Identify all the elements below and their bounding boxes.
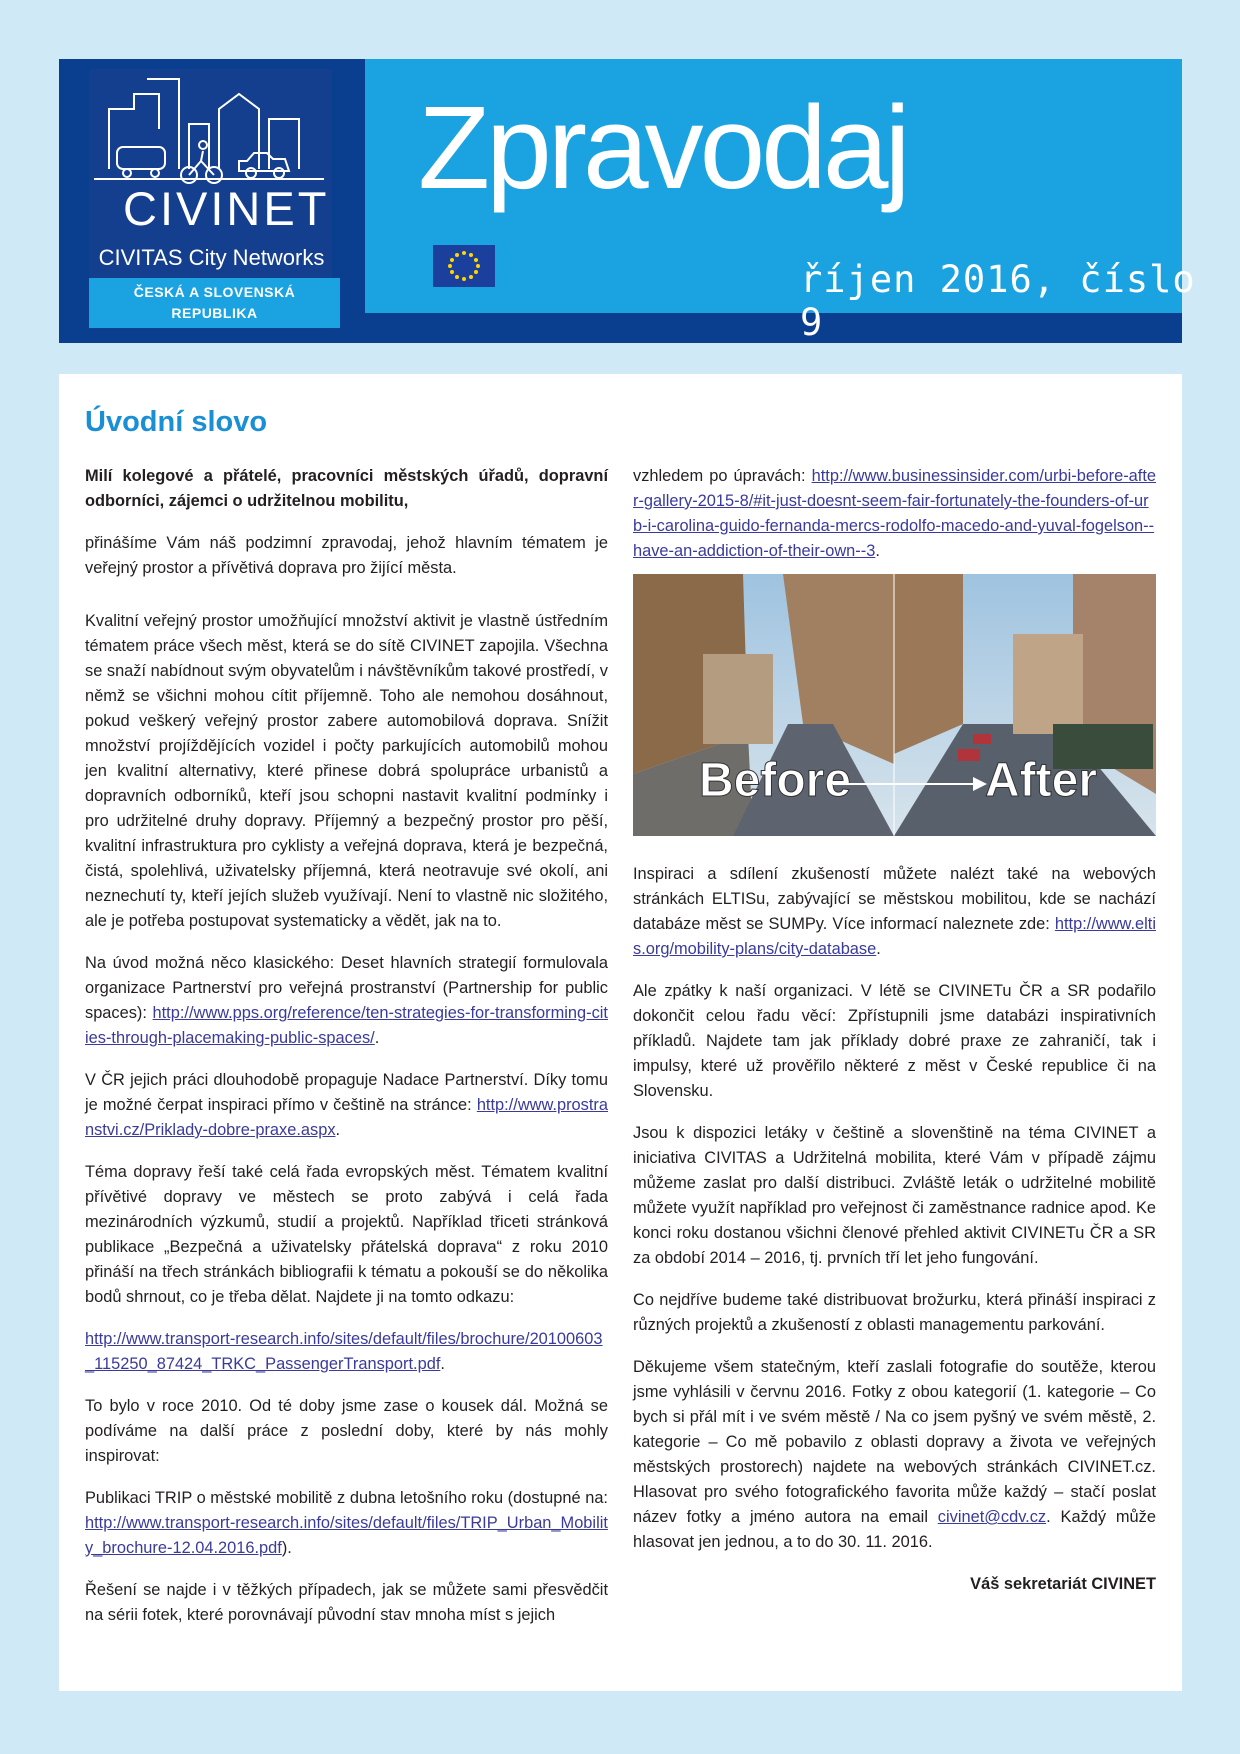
eu-flag-icon — [433, 245, 495, 287]
paragraph-text: Inspiraci a sdílení zkušeností můžete nalézt také na webových stránkách ELTISu, zabývající se městskou mobilitou, kde se nachází databáze měst se SUMPy. Více informací naleznete zde: — [633, 865, 1156, 933]
paragraph-public-space: Kvalitní veřejný prostor umožňující množství aktivit je vlastně ústředním tématem práce všech měst, která se do sítě CIVINET zapojila. Všechna se snaží nabídnout svým obyvatelům i návštěvníkům takové prostředí, v němž se všichni mohou cítit příjemně. Toho ale nemohou dosáhnout, pokud veškerý veřejný prostor zabere automobilová doprava. Snížit množství projíždějících vozidel i počty parkujících automobilů mohou jen kvalitní alternativy, které přinese dobrá spolupráce urbanistů a dopravních odborníků, kteří jsou schopni nastavit kvalitní podmínky i pro udržitelné druhy dopravy. Příjemný a bezpečný prostor pro pěší, kvalitní infrastruktura pro cyklisty a veřejná doprava, která je bezpečná, čistá, spolehlivá, uživatelsky příjemná, která neotravuje své okolí, ani neznechutí ty, kteří jejích služeb využívají. Není to vlastně nic složitého, ale je potřeba postupovat systematicky a vědět, jak na to. — [85, 612, 608, 930]
right-column — [633, 464, 1156, 1597]
paragraph-end: . — [440, 1355, 445, 1373]
newsletter-title: Zpravodaj — [418, 82, 907, 214]
trip-brochure-link[interactable]: http://www.transport-research.info/sites/default/files/TRIP_Urban_Mobility_brochure-12.04.2016.pdf — [85, 1514, 608, 1557]
email-link[interactable]: civinet@cdv.cz — [937, 1508, 1047, 1526]
paragraph-end: ). — [281, 1539, 292, 1557]
paragraph-text: Děkujeme všem statečným, kteří zaslali fotografie do soutěže, kterou jsme vyhlásili v červnu 2016. Fotky z obou kategorií (1. kategorie – Co bych si přál mít i ve svém městě / Na co jsem pyšný ve svém městě, 2. kategorie – Co mě pobavilo z oblasti dopravy a života ve veřejných městských prostorech) najdete na webových stránkách CIVINET.cz. Hlasovat pro svého fotografického favorita může každý – stačí poslat název fotky a jméno autora na email — [633, 1358, 1156, 1526]
paragraph-end: . — [876, 940, 881, 958]
paragraph-leaflets: Jsou k dispozici letáky v češtině a slovenštině na téma CIVINET a iniciativa CIVITAS a Udržitelná mobilita, které Vám v případě zájmu můžeme zaslat pro další distribuci. Zvláště leták o udržitelné mobilitě můžete využít například pro veřejnost či zaměstnance radnice apod. Ke konci roku dostanou všichni členové přehled aktivit CIVINETu ČR a SR za období 2014 – 2016, tj. prvních tří let jeho fungování. — [633, 1124, 1156, 1267]
paragraph-brochure: Co nejdříve budeme také distribuovat brožurku, která přináší inspiraci z různých projektů a zkušeností z oblasti managementu parkování. — [633, 1291, 1156, 1334]
paragraph-end: . — [374, 1029, 380, 1047]
paragraph-2010: To bylo v roce 2010. Od té doby jsme zase o kousek dál. Možná se podíváme na další práce z poslední doby, které by nás mohly inspirovat: — [85, 1397, 608, 1465]
paragraph-transport-link — [85, 1327, 608, 1377]
logo-region-line1: ČESKÁ A SLOVENSKÁ — [133, 284, 296, 300]
paragraph-transport: Téma dopravy řeší také celá řada evropských měst. Tématem kvalitní přívětivé dopravy ve městech se proto zabývá i celá řada mezinárodních výzkumů, studií a projektů. Například třiceti stránková publikace „Bezpečná a uživatelsky přátelská doprava“ z roku 2010 přináší na třech stránkách bibliografii k tématu a pokouší se do několika bodů shrnout, co je třeba dělat. Najdete ji na tomto odkazu: — [85, 1163, 608, 1306]
paragraph-end: . — [875, 542, 880, 560]
article-heading: Úvodní slovo — [85, 406, 268, 438]
logo-region-line2: REPUBLIKA — [171, 305, 258, 321]
city-skyline-icon — [89, 69, 332, 189]
eltis-link[interactable]: http://www.eltis.org/mobility-plans/city-database — [633, 915, 1156, 958]
paragraph-text: Publikaci TRIP o městské mobilitě z dubna letošního roku (dostupné na: — [85, 1489, 608, 1507]
signature: Váš sekretariát CIVINET — [970, 1575, 1156, 1593]
photo-after-label: After — [985, 754, 1098, 807]
paragraph-organization: Ale zpátky k naší organizaci. V létě se CIVINETu ČR a SR podařilo dokončit celou řadu věcí: Zpřístupnili jsme databázi inspirativních příkladů. Najdete tam jak příklady dobré praxe ze zahraničí, tak i impulsy, které už prověřilo některé z měst v České republice či na Slovensku. — [633, 982, 1156, 1100]
prostranstvi-link[interactable]: http://www.prostranstvi.cz/Priklady-dobre-praxe.aspx — [85, 1096, 608, 1139]
paragraph-end: . — [335, 1121, 341, 1139]
paragraph-trip — [85, 1486, 608, 1561]
logo-networks-text: CIVITAS City Networks — [98, 245, 325, 270]
paragraph-text: V ČR jejich práci dlouhodobě propaguje Nadace Partnerství. Díky tomu je možné čerpat inspiraci přímo v češtině na stránce: — [85, 1071, 608, 1114]
paragraph-text: vzhledem po úpravách: — [633, 467, 812, 485]
logo-civinet-text: CIVINET — [123, 182, 330, 235]
intro-paragraph: přinášíme Vám náš podzimní zpravodaj, jehož hlavním tématem je veřejný prostor a přívětivá doprava pro žijící města. — [85, 534, 608, 577]
greeting: Milí kolegové a přátelé, pracovníci městských úřadů, dopravní odborníci, zájemci o udržitelnou mobilitu, — [85, 467, 608, 510]
pps-link[interactable]: http://www.pps.org/reference/ten-strategies-for-transforming-cities-through-placemaking-public-spaces/ — [85, 1004, 608, 1047]
left-column — [85, 464, 608, 1645]
paragraph-nadace — [85, 1068, 608, 1143]
issue-date: říjen 2016, číslo 9 — [800, 258, 1196, 344]
paragraph-photo-contest — [633, 1355, 1156, 1555]
paragraph-pps — [85, 951, 608, 1051]
paragraph-eltis — [633, 862, 1156, 962]
transport-research-link[interactable]: http://www.transport-research.info/sites/default/files/brochure/20100603_115250_87424_TRKC_PassengerTransport.pdf — [85, 1330, 603, 1373]
photo-before-label: Before — [699, 754, 852, 807]
paragraph-end: . Každý může hlasovat jen jednou, a to do 30. 11. 2016. — [633, 1508, 1156, 1551]
before-after-photo — [633, 574, 1156, 836]
businessinsider-link[interactable]: http://www.businessinsider.com/urbi-before-after-gallery-2015-8/#it-just-doesnt-seem-fair-fortunately-the-founders-of-urb-i-carolina-guido-fernanda-mercs-rodolfo-macedo-and-yuval-fogelson--have-an-addiction-of-their-own--3 — [633, 467, 1156, 560]
paragraph-gallery — [633, 464, 1156, 564]
logo-region-badge — [89, 278, 340, 328]
paragraph-solutions: Řešení se najde i v těžkých případech, jak se můžete sami přesvědčit na sérii fotek, které porovnávají původní stav mnoha míst s jejich — [85, 1581, 608, 1624]
paragraph-text: Na úvod možná něco klasického: Deset hlavních strategií formulovala organizace Partnerství pro veřejná prostranství (Partnership for public spaces): — [85, 954, 608, 1022]
